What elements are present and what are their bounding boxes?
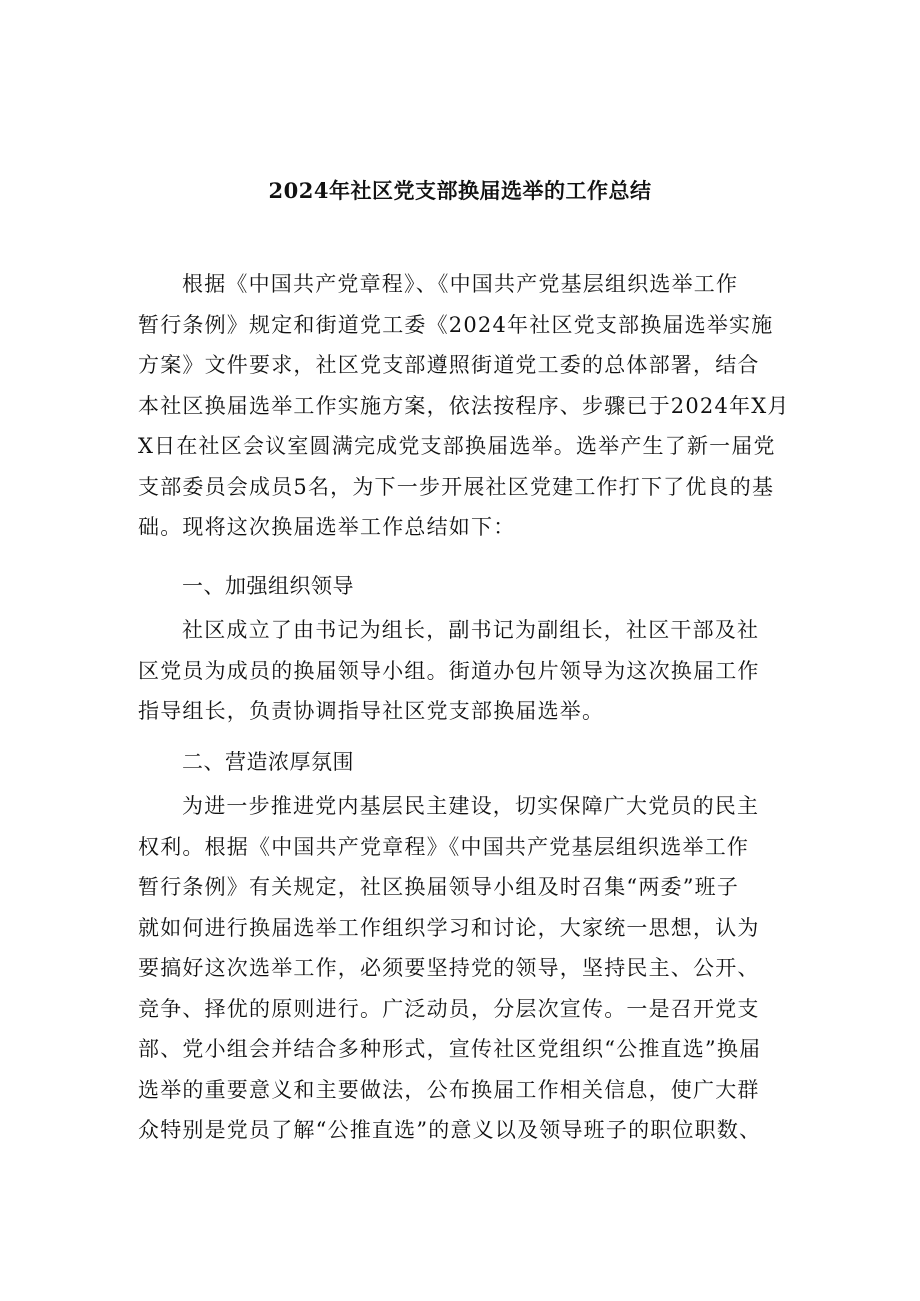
intro-line: 本社区换届选举工作实施方案，依法按程序、步骤已于2024年X月 — [138, 393, 790, 418]
section1-line: 指导组长，负责协调指导社区党支部换届选举。 — [138, 699, 605, 723]
section2-line: 为进一步推进党内基层民主建设，切实保障广大党员的民主 — [182, 794, 760, 818]
section2-line: 选举的重要意义和主要做法，公布换届工作相关信息，使广大群 — [138, 1077, 760, 1102]
section2-line: 就如何进行换届选举工作组织学习和讨论，大家统一思想，认为 — [138, 915, 760, 940]
section2-paragraph — [138, 786, 792, 1151]
section2-line: 暂行条例》有关规定，社区换届领导小组及时召集“两委”班子 — [138, 875, 740, 899]
section-heading-1: 一、加强组织领导 — [182, 574, 354, 598]
intro-line: 础。现将这次换届选举工作总结如下： — [138, 515, 516, 539]
section1-line: 社区成立了由书记为组长，副书记为副组长，社区干部及社 — [182, 618, 760, 642]
intro-line: X日在社区会议室圆满完成党支部换届选举。选举产生了新一届党 — [138, 434, 776, 458]
intro-line: 根据《中国共产党章程》、《中国共产党基层组织选举工作 — [182, 272, 739, 296]
intro-line: 支部委员会成员5名，为下一步开展社区党建工作打下了优良的基 — [138, 474, 775, 499]
section2-line: 部、党小组会并结合多种形式，宣传社区党组织“公推直选”换届 — [138, 1037, 762, 1061]
section2-line: 众特别是党员了解“公推直选”的意义以及领导班子的职位职数、 — [138, 1118, 762, 1142]
section2-line: 要搞好这次选举工作，必须要坚持党的领导，坚持民主、公开、 — [138, 956, 760, 980]
document-title: 2024年社区党支部换届选举的工作总结 — [268, 178, 652, 203]
section-heading-2: 二、营造浓厚氛围 — [182, 750, 354, 774]
intro-line: 方案》文件要求，社区党支部遵照街道党工委的总体部署，结合 — [138, 353, 760, 377]
intro-line: 暂行条例》规定和街道党工委《2024年社区党支部换届选举实施 — [138, 312, 774, 337]
section1-paragraph — [138, 610, 792, 732]
section2-line: 竞争、择优的原则进行。广泛动员，分层次宣传。一是召开党支 — [138, 996, 760, 1021]
intro-paragraph — [138, 264, 792, 548]
section1-line: 区党员为成员的换届领导小组。街道办包片领导为这次换届工作 — [138, 658, 760, 683]
section2-line: 权利。根据《中国共产党章程》《中国共产党基层组织选举工作 — [138, 834, 750, 859]
